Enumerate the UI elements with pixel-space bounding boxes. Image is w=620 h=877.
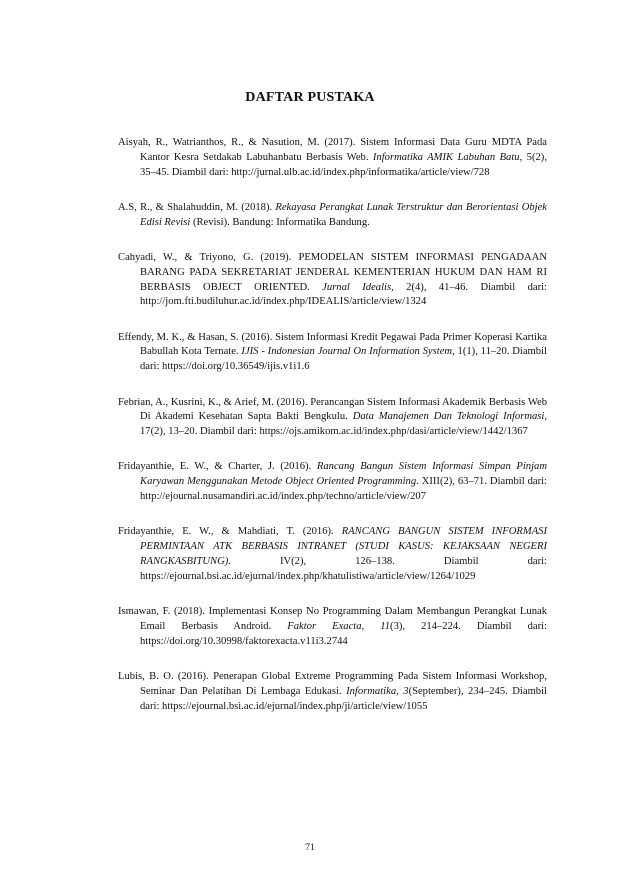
reference-text: . XIII(2), 63–71. Diambil dari: http://ejournal.nusamandiri.ac.id/index.php/techno/article/view/207 (140, 476, 547, 503)
reference-item (118, 460, 547, 504)
reference-source-italic: Rekayasa Perangkat Lunak Terstruktur dan Berorientasi Objek Edisi Revisi (140, 201, 547, 228)
reference-source-italic: Data Manajemen Dan Teknologi Informasi (352, 411, 545, 423)
reference-item (118, 136, 547, 180)
reference-text: . IV(2), 126–138. Diambil dari: https://ejournal.bsi.ac.id/ejurnal/index.php/khatulistiwa/article/view/1264/1029 (140, 555, 547, 582)
reference-text: Lubis, B. O. (2016). Penerapan Global Extreme Programming Pada Sistem Informasi Workshop, Seminar Dan Pelatihan Di Lembaga Edukasi. (118, 670, 547, 697)
reference-text: Cahyadi, W., & Triyono, G. (2019). PEMODELAN SISTEM INFORMASI PENGADAAN BARANG PADA SEKRETARIAT JENDERAL KEMENTERIAN HUKUM DAN HAM RI BERBASIS OBJECT ORIENTED. (118, 251, 547, 293)
reference-source-italic: Informatika, 3 (346, 685, 409, 697)
reference-text: (3), 214–224. Diambil dari: https://doi.org/10.30998/faktorexacta.v11i3.2744 (140, 620, 548, 647)
reference-text: A.S, R., & Shalahuddin, M. (2018). (118, 201, 276, 213)
reference-text: Aisyah, R., Watrianthos, R., & Nasution, M. (2017). Sistem Informasi Data Guru MDTA Pada Kantor Kesra Setdakab Labuhanbatu Berbasis Web. (118, 137, 547, 163)
reference-text: Ismawan, F. (2018). Implementasi Konsep No Programming Dalam Membangun Perangkat Lunak Email Berbasis Android. (118, 606, 547, 632)
reference-text: Effendy, M. K., & Hasan, S. (2016). Sistem Informasi Kredit Pegawai Pada Primer Koperasi Kartika Babullah Kota Ternate. (118, 331, 547, 358)
reference-list (118, 136, 547, 735)
reference-item (118, 331, 547, 375)
reference-text: (Revisi). Bandung: Informatika Bandung. (190, 216, 370, 228)
reference-text: , 2(4), 41–46. Diambil dari: http://jom.fti.budiluhur.ac.id/index.php/IDEALIS/article/view/1324 (140, 281, 548, 308)
reference-item (118, 525, 547, 584)
reference-source-italic: RANCANG BANGUN SISTEM INFORMASI PERMINTAAN ATK BERBASIS INTRANET (STUDI KASUS: KEJAKSAAN NEGERI RANGKASBITUNG) (140, 526, 547, 567)
reference-item (118, 251, 547, 310)
reference-text: , 1(1), 11–20. Diambil dari: https://doi.org/10.36549/ijis.v1i1.6 (140, 346, 547, 373)
reference-source-italic: Informatika AMIK Labuhan Batu (372, 151, 520, 163)
reference-source-italic: Jurnal Idealis (322, 281, 392, 293)
reference-text: Fridayanthie, E. W., & Charter, J. (2016). (118, 461, 317, 473)
page-number: 71 (305, 843, 315, 853)
reference-text: (September), 234–245. Diambil dari: https://ejournal.bsi.ac.id/ejurnal/index.php/ji/article/view/1055 (140, 685, 547, 712)
reference-item (118, 670, 547, 714)
reference-text: Febrian, A., Kusrini, K., & Arief, M. (2016). Perancangan Sistem Informasi Akademik Berbasis Web Di Akademi Kesehatan Sapta Bakti Bengkulu. (118, 396, 547, 423)
reference-text: Fridayanthie, E. W., & Mahdiati, T. (2016). (118, 526, 342, 538)
page-title: DAFTAR PUSTAKA (245, 90, 375, 105)
reference-text: , 5(2), 35–45. Diambil dari: http://jurnal.ulb.ac.id/index.php/informatika/article/view/728 (140, 151, 547, 178)
reference-source-italic: Rancang Bangun Sistem Informasi Simpan Pinjam Karyawan Menggunakan Metode Object Oriented Programming (140, 461, 547, 488)
reference-source-italic: Faktor Exacta, 11 (287, 620, 391, 632)
reference-item (118, 605, 547, 649)
reference-source-italic: IJIS - Indonesian Journal On Information System (241, 346, 453, 358)
reference-item (118, 396, 547, 440)
reference-item (118, 201, 547, 231)
reference-text: , 17(2), 13–20. Diambil dari: https://ojs.amikom.ac.id/index.php/dasi/article/view/1442/1367 (140, 411, 547, 438)
